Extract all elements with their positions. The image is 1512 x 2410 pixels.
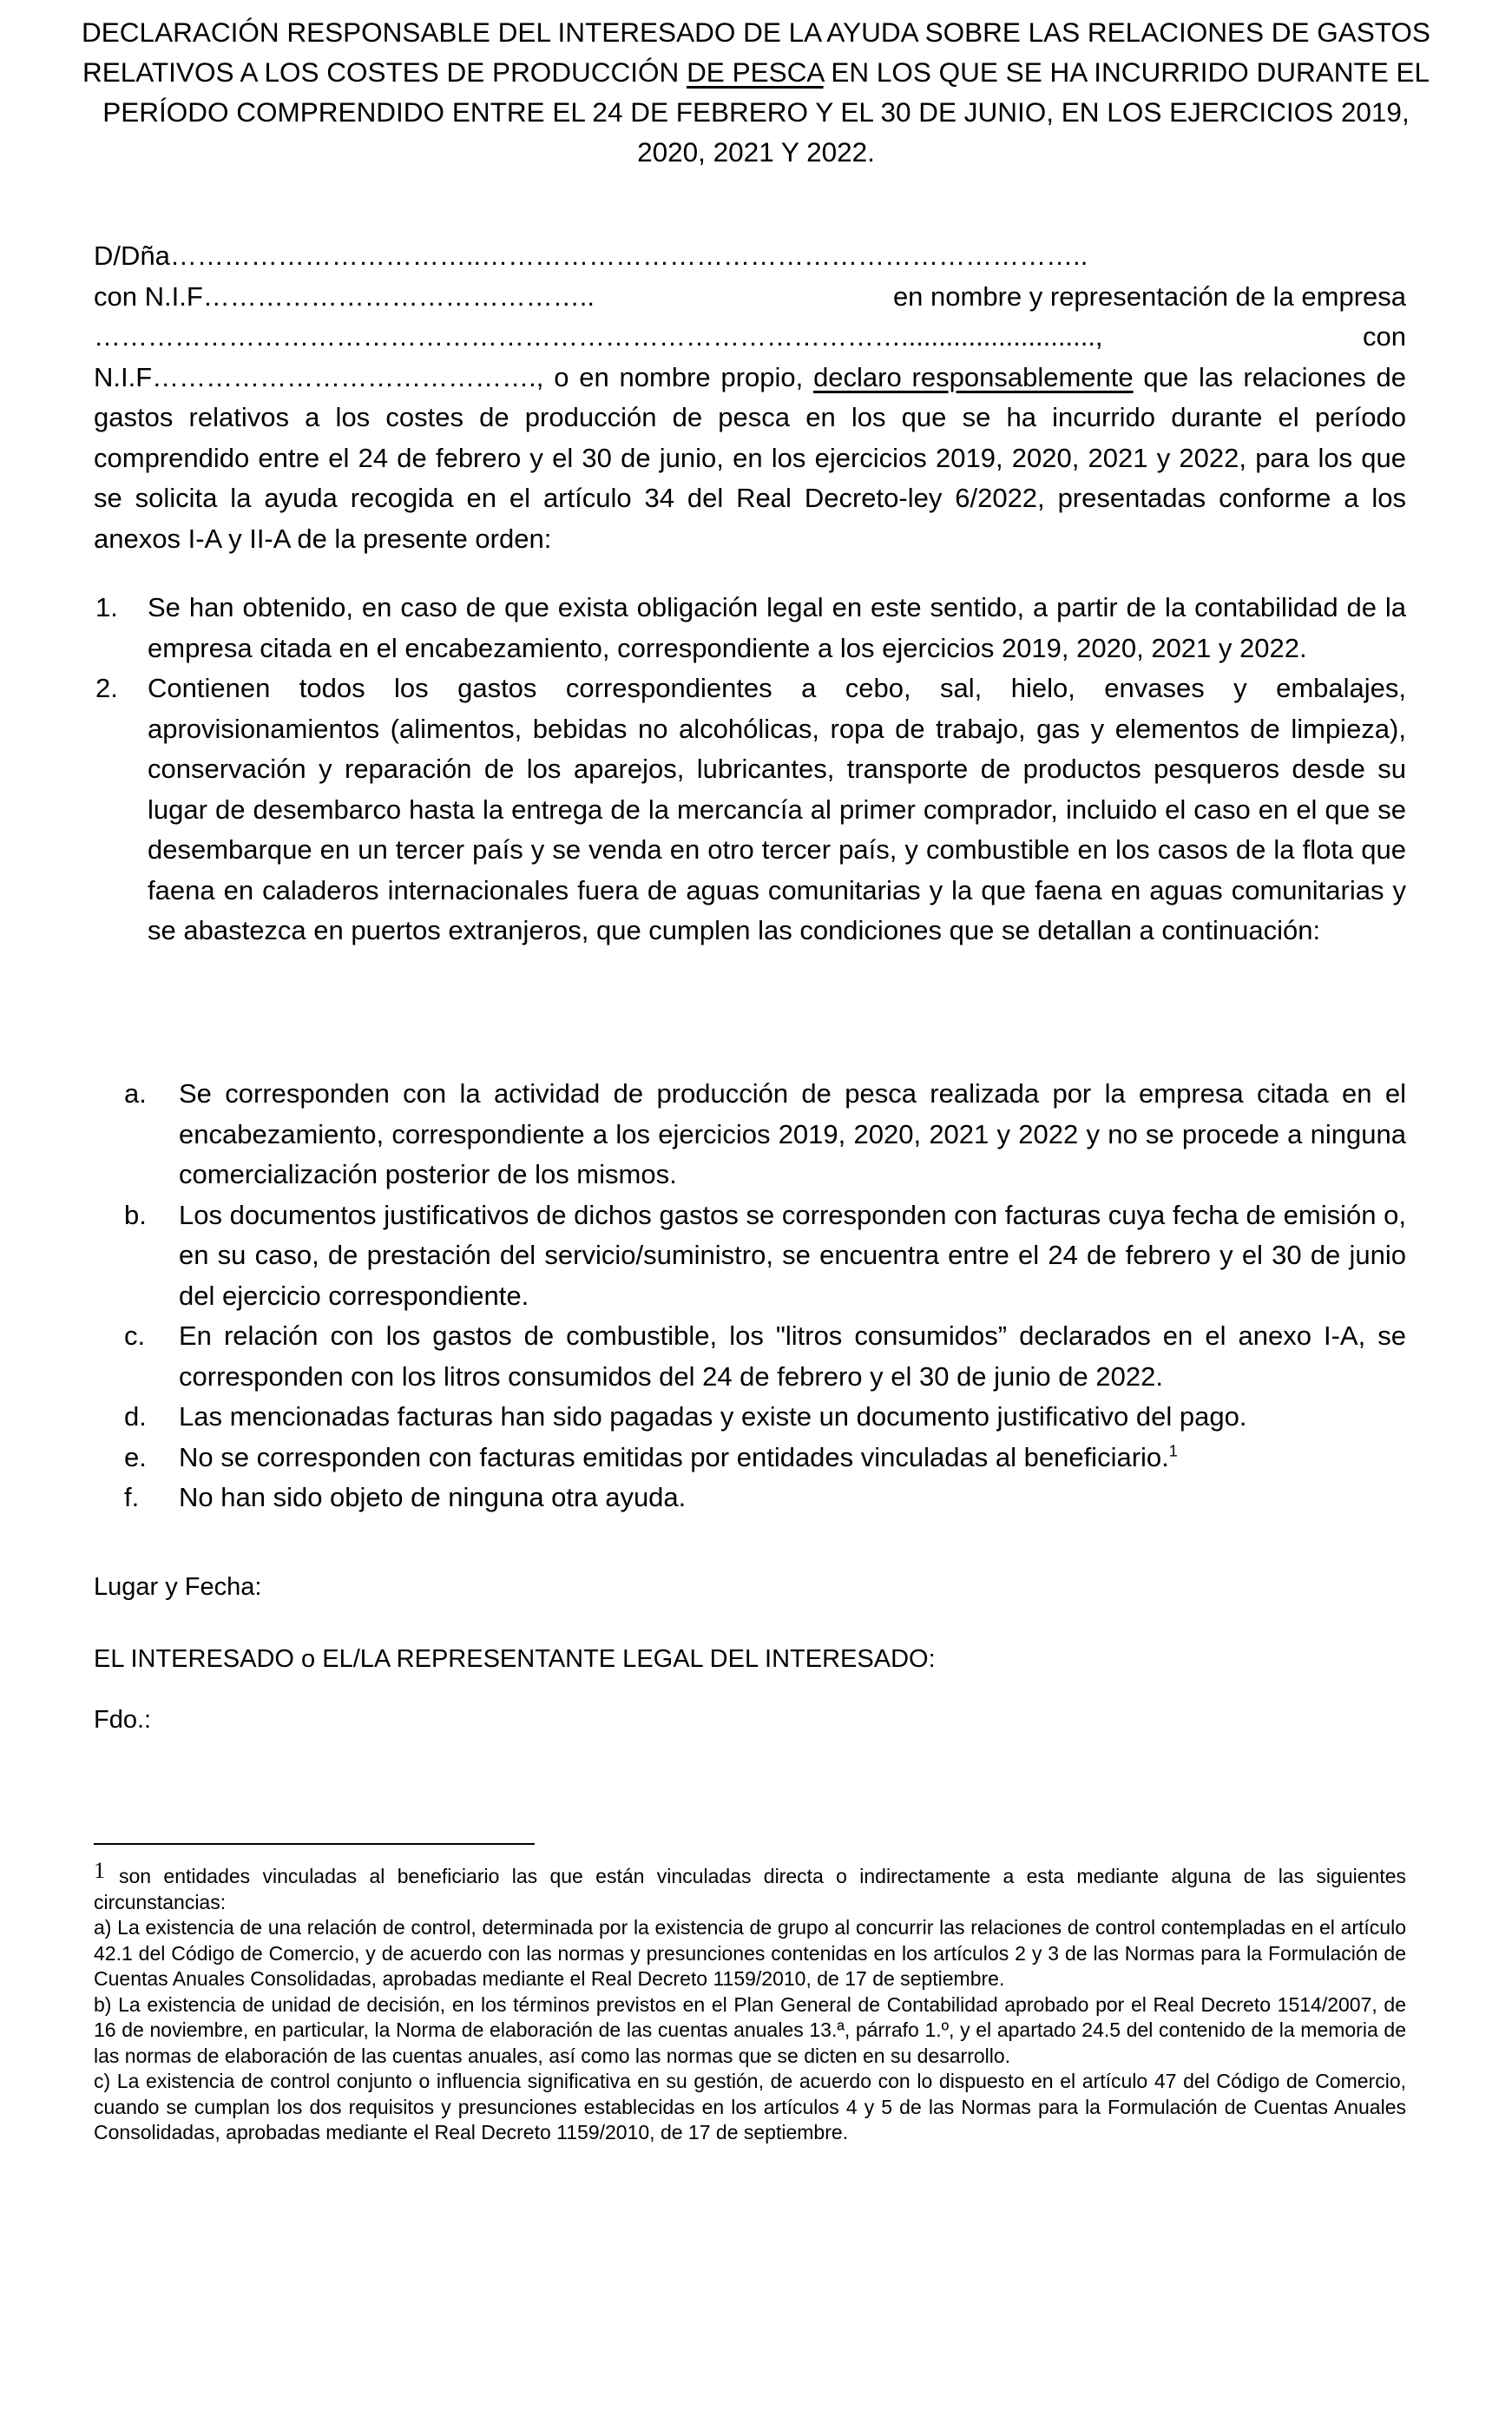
document-title [69, 12, 1443, 172]
footnote-reference[interactable]: 1 [1168, 1442, 1178, 1460]
footnote-divider [94, 1843, 535, 1845]
lettered-list [94, 1074, 1406, 1518]
place-date-label: Lugar y Fecha: [94, 1573, 262, 1601]
list-item [94, 668, 1406, 951]
list-marker: 1. [95, 592, 118, 622]
footnote-block [94, 1858, 1406, 2146]
list-item [94, 1438, 1406, 1478]
declarant-name-line: D/Dña……………………………..………………………………………………………….. [94, 240, 1088, 271]
declaration-start: N.I.F……………………………………., o en nombre propio, [94, 361, 814, 392]
footnote-intro-text: son entidades vinculadas al beneficiario las que están vinculadas directa o indirectamente a esta mediante alguna de las siguientes circunstancias: [94, 1865, 1406, 1913]
list-marker: f. [124, 1482, 140, 1512]
nif-field: con N.I.F…………………………………….. [94, 280, 595, 312]
declaration-paragraph [94, 358, 1406, 560]
list-item [94, 1074, 1406, 1195]
signed-label: Fdo.: [94, 1706, 152, 1734]
list-item-text: Se corresponden con la actividad de producción de pesca realizada por la empresa citada en el encabezamiento, correspondiente a los ejercicios 2019, 2020, 2021 y 2022 y no se procede a ninguna comercialización posterior de los mismos. [179, 1078, 1406, 1189]
footnote-item: a) La existencia de una relación de control, determinada por la existencia de grupo al concurrir las relaciones de control contempladas en el artículo 42.1 del Código de Comercio, y de acuerdo con las normas y presunciones contenidas en los artículos 2 y 3 de las Normas para la Formulación de Cuentas Anuales Consolidadas, aprobadas mediante el Real Decreto 1159/2010, de 17 de septiembre. [94, 1916, 1406, 1990]
list-item [94, 1397, 1406, 1438]
list-item-text: No han sido objeto de ninguna otra ayuda. [179, 1482, 687, 1512]
declaration-underlined: declaro responsablemente [813, 361, 1134, 392]
company-line [94, 317, 1406, 358]
list-marker: 2. [95, 673, 118, 703]
nif-line [94, 277, 1406, 318]
list-item-text: En relación con los gastos de combustible, los "litros consumidos” declarados en el anexo I-A, se corresponden con los litros consumidos del 24 de febrero y el 30 de junio de 2022. [179, 1320, 1406, 1392]
footnote-intro [94, 1858, 1406, 1915]
title-part-1: DECLARACIÓN RESPONSABLE DEL INTERESADO DE LA AYUDA SOBRE LAS RELACIONES DE GASTOS RELATIVOS A LOS COSTES DE PRODUCCIÓN [82, 16, 1430, 88]
footnote-item: b) La existencia de unidad de decisión, en los términos previstos en el Plan General de Contabilidad aprobado por el Real Decreto 1514/2007, de 16 de noviembre, en particular, la Norma de elaboración de las cuentas anuales 13.ª, párrafo 1.º, y el apartado 24.5 del contenido de la memoria de las normas de elaboración de las cuentas anuales, así como las normas que se dicten en su desarrollo. [94, 1992, 1406, 2067]
footnote-item: c) La existencia de control conjunto o influencia significativa en su gestión, de acuerdo con lo dispuesto en el artículo 47 del Código de Comercio, cuando se cumplan los dos requisitos y presunciones establecidas en los artículos 4 y 5 de las Normas para la Formulación de Cuentas Anuales Consolidadas, aprobadas mediante el Real Decreto 1159/2010, de 17 de septiembre. [94, 2070, 1406, 2143]
list-item [94, 1316, 1406, 1397]
list-item [94, 1195, 1406, 1317]
list-marker: d. [124, 1401, 147, 1432]
list-item-text: Se han obtenido, en caso de que exista obligación legal en este sentido, a partir de la contabilidad de la empresa citada en el encabezamiento, correspondiente a los ejercicios 2019, 2020, 2021 y 2022. [148, 592, 1406, 663]
company-field: ……………………………………………………………………………….........................., [94, 321, 1103, 352]
list-item [94, 1478, 1406, 1518]
declaration-block [94, 236, 1406, 559]
declaration-end: que las relaciones de gastos relativos a los costes de producción de pesca en los que se ha incurrido durante el período comprendido entre el 24 de febrero y el 30 de junio, en los ejercicios 2019, 2020, 2021 y 2022, para los que se solicita la ayuda recogida en el artículo 34 del Real Decreto-ley 6/2022, presentadas conforme a los anexos I-A y II-A de la presente orden: [94, 361, 1406, 554]
representation-text: en nombre y representación de la empresa [892, 280, 1406, 312]
list-item-text: Contienen todos los gastos correspondientes a cebo, sal, hielo, envases y embalajes, aprovisionamientos (alimentos, bebidas no alcohólicas, ropa de trabajo, gas y elementos de limpieza), conservación y reparación de los aparejos, lubricantes, transporte de productos pesqueros desde su lugar de desembarco hasta la entrega de la mercancía al primer comprador, incluido el caso en el que se desembarque en un tercer país y se venda en otro tercer país, y combustible en los casos de la flota que faena en caladeros internacionales fuera de aguas comunitarias y la que faena en aguas comunitarias y se abastezca en puertos extranjeros, que cumplen las condiciones que se detallan a continuación: [148, 673, 1406, 945]
list-item-text: No se corresponden con facturas emitidas por entidades vinculadas al beneficiario. [179, 1441, 1169, 1472]
title-underlined: DE PESCA [687, 56, 824, 88]
list-item-text: Los documentos justificativos de dichos gastos se corresponden con facturas cuya fecha de emisión o, en su caso, de prestación del servicio/suministro, se encuentra entre el 24 de febrero y el 30 de junio del ejercicio correspondiente. [179, 1199, 1406, 1311]
list-item-text: Las mencionadas facturas han sido pagadas y existe un documento justificativo del pago. [179, 1401, 1247, 1432]
list-marker: a. [124, 1078, 147, 1109]
signer-label: EL INTERESADO o EL/LA REPRESENTANTE LEGAL DEL INTERESADO: [94, 1645, 936, 1673]
list-marker: b. [124, 1199, 147, 1230]
footnote-mark: 1 [94, 1858, 105, 1883]
title-part-2: EN LOS QUE SE HA INCURRIDO DURANTE EL PERÍODO COMPRENDIDO ENTRE EL 24 DE FEBRERO Y EL 30 DE JUNIO, EN LOS EJERCICIOS 2019, 2020, 2021 Y 2022. [102, 56, 1430, 168]
numbered-list [94, 588, 1406, 951]
list-marker: c. [124, 1320, 146, 1351]
con-text: con [1363, 321, 1406, 352]
list-item [94, 588, 1406, 668]
list-marker: e. [124, 1441, 147, 1472]
